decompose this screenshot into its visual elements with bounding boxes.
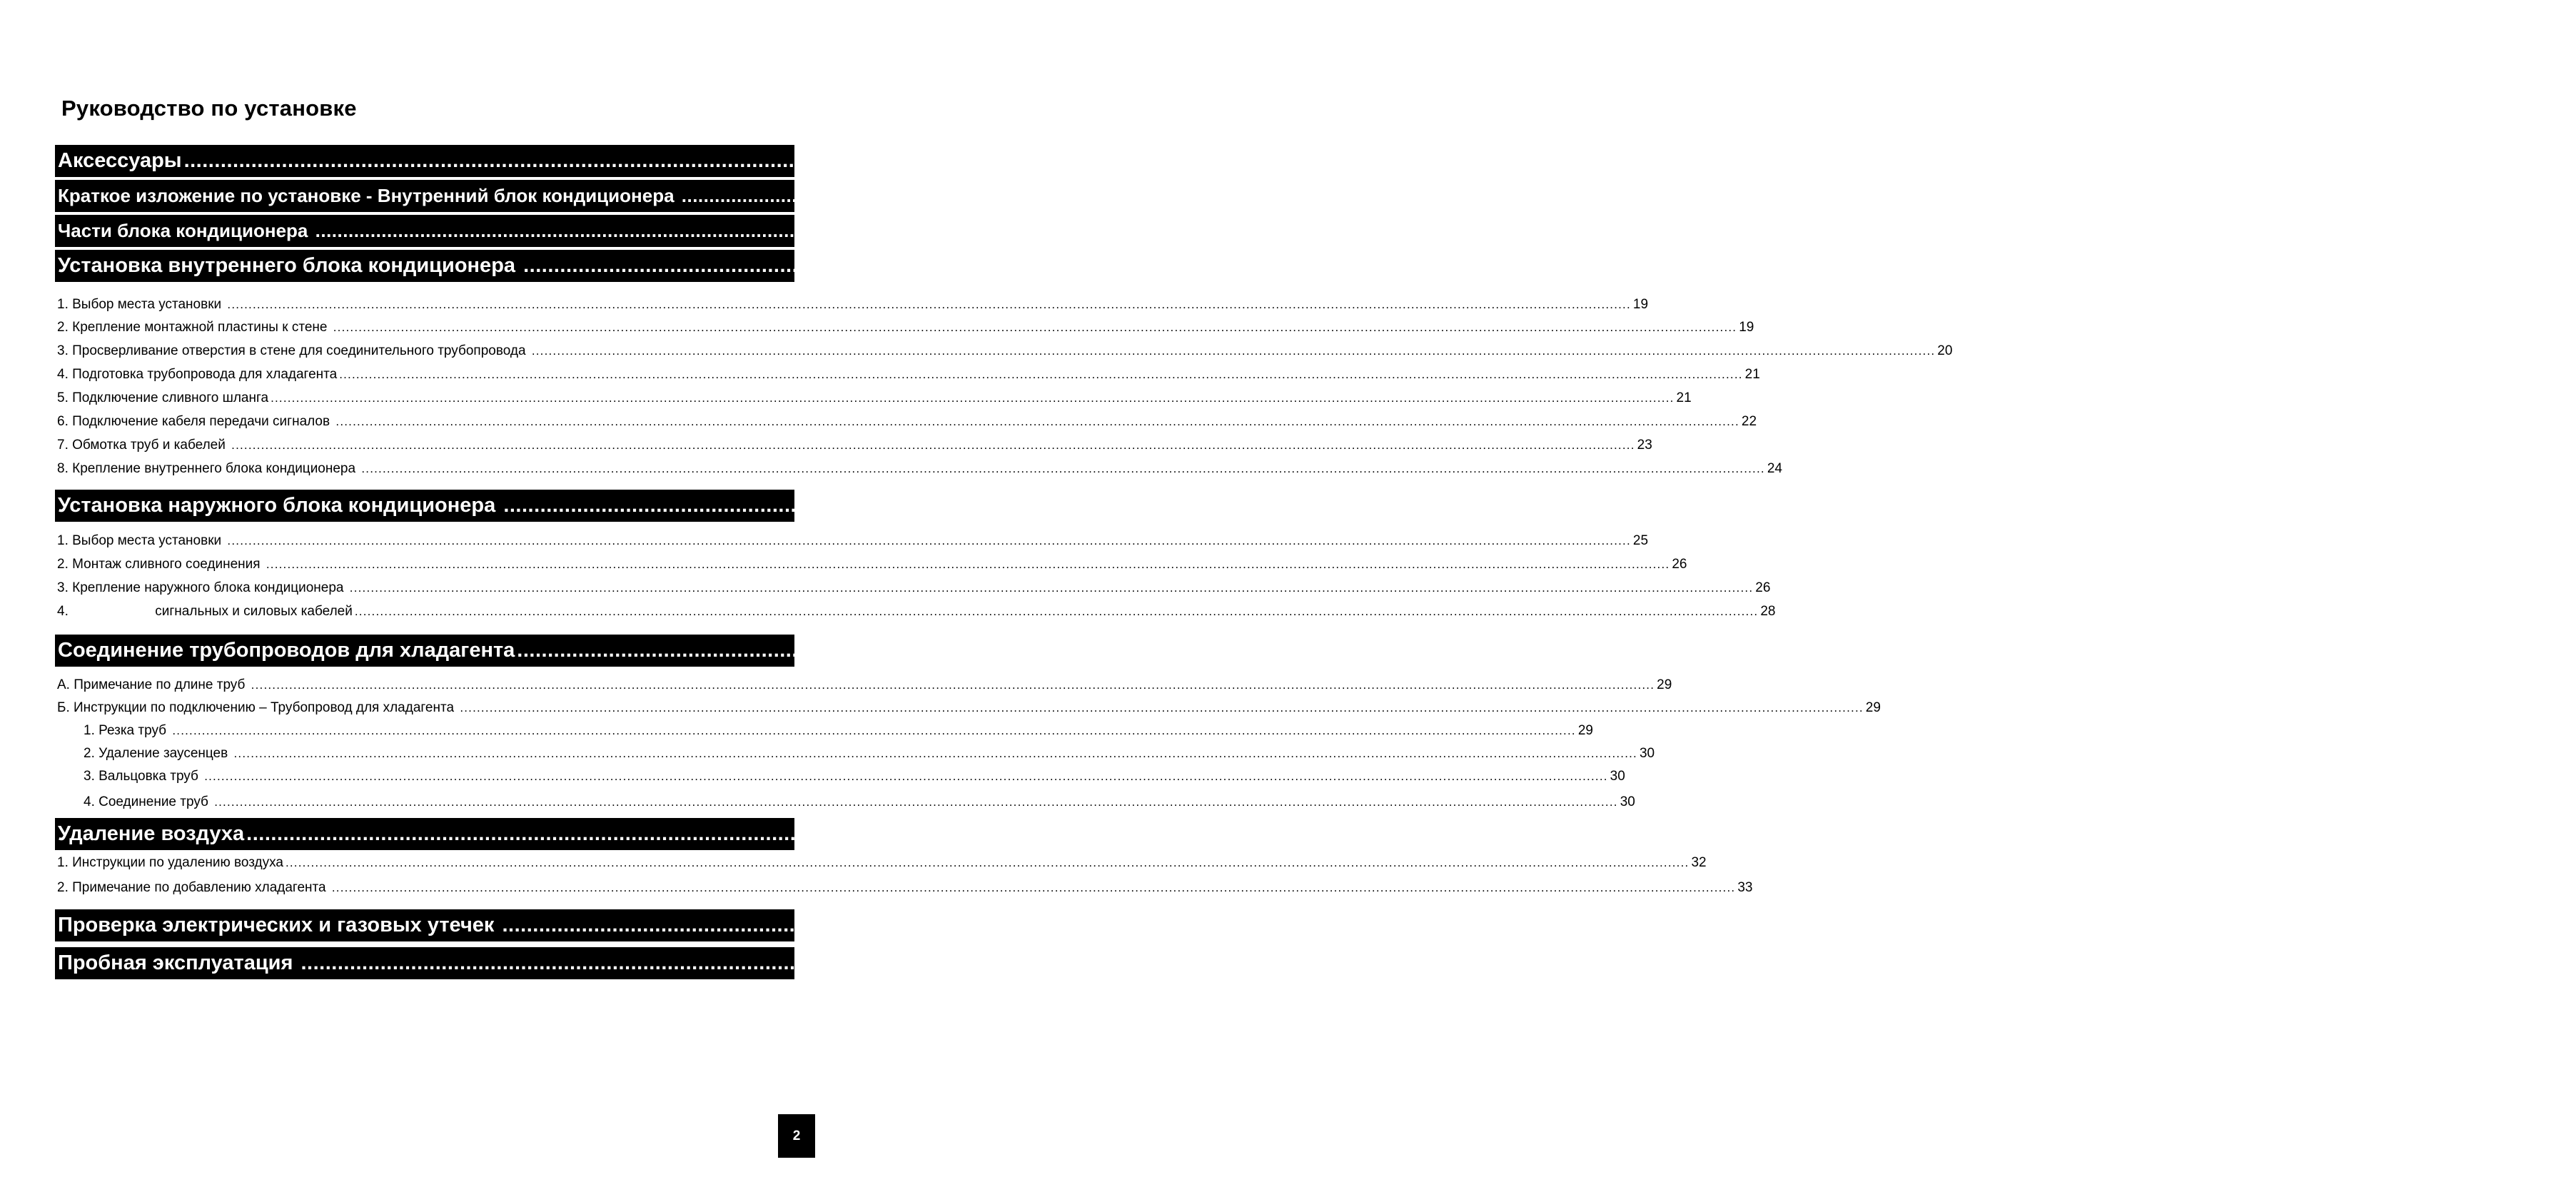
toc-section-summary[interactable] <box>55 180 2535 212</box>
dot-leader: ............................................................................................................................................................................................................................................................................................................................................ <box>502 914 2530 936</box>
dot-leader: ............................................................................................................................................................................................................................................................................................................................................ <box>503 494 2532 517</box>
toc-section-indoor[interactable] <box>55 250 2576 282</box>
dot-leader: ............................................................................................................................................................................................................................................................................................................................................ <box>460 701 1864 714</box>
dot-leader: ............................................................................................................................................................................................................................................................................................................................................ <box>331 881 1736 894</box>
toc-subitem[interactable] <box>84 744 1655 763</box>
dot-leader: ............................................................................................................................................................................................................................................................................................................................................ <box>231 438 1635 452</box>
dot-leader: ............................................................................................................................................................................................................................................................................................................................................ <box>227 534 1631 547</box>
item-page: 19 <box>1739 320 1754 335</box>
section-label: Краткое изложение по установке - Внутренний блок кондиционера <box>58 185 680 206</box>
section-label: Аксессуары <box>58 149 182 172</box>
section-label: Установка внутреннего блока кондиционера <box>58 254 522 277</box>
toc-section-parts[interactable] <box>55 215 2168 247</box>
item-label: 4. Подготовка трубопровода для хладагента <box>57 367 338 382</box>
dot-leader: ............................................................................................................................................................................................................................................................................................................................................ <box>251 678 1655 692</box>
item-label: 8. Крепление внутреннего блока кондиционера <box>57 461 360 476</box>
toc-item[interactable] <box>57 555 1687 574</box>
section-label: Пробная эксплуатация <box>58 951 299 974</box>
item-label: 2. Удаление заусенцев <box>84 746 232 761</box>
toc-item[interactable] <box>57 579 1771 597</box>
section-page: 17 <box>2514 185 2535 206</box>
item-label: 2. Монтаж сливного соединения <box>57 557 264 572</box>
item-label: 2. Примечание по добавлению хладагента <box>57 880 330 895</box>
item-label: 3. Вальцовка труб <box>84 769 203 784</box>
item-page: 29 <box>1865 700 1881 715</box>
item-page: 21 <box>1744 367 1760 382</box>
section-page: 25 <box>2533 494 2557 517</box>
section-label: Части блока кондиционера <box>58 220 313 241</box>
item-label: 3. Просверливание отверстия в стене для соединительного трубопровода <box>57 343 530 358</box>
dot-leader: ............................................................................................................................................................................................................................................................................................................................................ <box>361 462 1765 475</box>
item-label: Б. Инструкции по подключению – Трубопровод для хладагента <box>57 700 458 715</box>
item-page: 22 <box>1741 414 1757 429</box>
dot-leader: ............................................................................................................................................................................................................................................................................................................................................ <box>233 747 1637 760</box>
item-page: 30 <box>1620 794 1635 809</box>
page-title: Руководство по установке <box>61 96 357 121</box>
item-page: 30 <box>1610 769 1625 784</box>
item-page: 26 <box>1755 580 1771 595</box>
toc-subitem[interactable] <box>84 722 1593 740</box>
dot-leader: ............................................................................................................................................................................................................................................................................................................................................ <box>517 639 2545 662</box>
toc-item[interactable] <box>57 296 1649 314</box>
dot-leader: ............................................................................................................................................................................................................................................................................................................................................ <box>266 557 1670 571</box>
item-label: 2. Крепление монтажной пластины к стене <box>57 320 331 335</box>
item-page: 24 <box>1767 461 1782 476</box>
toc-item[interactable] <box>57 854 1707 872</box>
dot-leader: ............................................................................................................................................................................................................................................................................................................................................ <box>285 856 1689 869</box>
toc-item[interactable] <box>57 602 1776 621</box>
item-page: 23 <box>1637 438 1652 453</box>
toc-item[interactable] <box>57 413 1757 431</box>
item-label: 1. Выбор места установки <box>57 297 226 312</box>
dot-leader: ............................................................................................................................................................................................................................................................................................................................................ <box>354 605 1759 618</box>
item-page: 29 <box>1577 723 1593 738</box>
item-label: 6. Подключение кабеля передачи сигналов <box>57 414 334 429</box>
dot-leader: ............................................................................................................................................................................................................................................................................................................................................ <box>172 724 1576 737</box>
toc-section-leaks[interactable] <box>55 909 2555 941</box>
dot-leader: ............................................................................................................................................................................................................................................................................................................................................ <box>339 368 1743 381</box>
dot-leader: ............................................................................................................................................................................................................................................................................................................................................ <box>227 298 1631 311</box>
toc-subitem[interactable] <box>84 793 1635 812</box>
toc-item[interactable] <box>57 389 1692 408</box>
item-page: 30 <box>1639 746 1655 761</box>
section-page: 34 <box>2532 914 2555 936</box>
toc-item[interactable] <box>57 342 1953 360</box>
section-label: Установка наружного блока кондиционера <box>58 494 502 517</box>
dot-leader: ............................................................................................................................................................................................................................................................................................................................................ <box>349 581 1754 595</box>
item-page: 33 <box>1737 880 1753 895</box>
item-label: 1. Выбор места установки <box>57 533 226 548</box>
item-label: 1. Резка труб <box>84 723 171 738</box>
item-page: 32 <box>1691 855 1707 870</box>
item-page: 21 <box>1676 390 1692 405</box>
toc-item[interactable] <box>57 879 1753 897</box>
dot-leader: ............................................................................................................................................................................................................................................................................................................................................ <box>300 951 2329 974</box>
item-page: 19 <box>1632 297 1649 312</box>
section-page: 29 <box>2547 639 2570 662</box>
section-page: 35 <box>2330 951 2354 974</box>
dot-leader: ............................................................................................................................................................................................................................................................................................................................................ <box>681 185 2512 206</box>
item-page: 20 <box>1937 343 1953 358</box>
dot-leader: ............................................................................................................................................................................................................................................................................................................................................ <box>183 149 2212 172</box>
item-label: 5. Подключение сливного шланга <box>57 390 269 405</box>
toc-item[interactable] <box>57 460 1782 478</box>
section-label: Проверка электрических и газовых утечек <box>58 914 500 936</box>
section-label: Удаление воздуха <box>58 822 245 845</box>
item-label: 7. Обмотка труб и кабелей <box>57 438 230 453</box>
section-page: 19 <box>2553 254 2576 277</box>
item-label: 4. сигнальных и силовых кабелей <box>57 604 353 619</box>
dot-leader: ............................................................................................................................................................................................................................................................................................................................................ <box>271 391 1675 405</box>
dot-leader: ............................................................................................................................................................................................................................................................................................................................................ <box>523 254 2552 277</box>
dot-leader: ............................................................................................................................................................................................................................................................................................................................................ <box>214 795 1618 809</box>
toc-subitem[interactable] <box>84 767 1625 786</box>
toc-section-piping[interactable] <box>55 635 2570 667</box>
dot-leader: ............................................................................................................................................................................................................................................................................................................................................ <box>333 320 1737 334</box>
section-page: 18 <box>2147 220 2168 241</box>
toc-item[interactable] <box>57 436 1652 455</box>
item-label: 4. Соединение труб <box>84 794 213 809</box>
toc-item[interactable] <box>57 318 1754 337</box>
item-label: А. Примечание по длине труб <box>57 677 249 692</box>
page-number: 2 <box>778 1114 815 1158</box>
item-page: 29 <box>1657 677 1672 692</box>
item-page: 25 <box>1632 533 1649 548</box>
section-page: 32 <box>2276 822 2300 845</box>
dot-leader: ............................................................................................................................................................................................................................................................................................................................................ <box>531 344 1936 358</box>
item-page: 26 <box>1672 557 1687 572</box>
dot-leader: ............................................................................................................................................................................................................................................................................................................................................ <box>246 822 2275 845</box>
toc-section-air[interactable] <box>55 818 2300 850</box>
toc-item[interactable] <box>57 676 1672 695</box>
item-label: 1. Инструкции по удалению воздуха <box>57 855 283 870</box>
item-label: 3. Крепление наружного блока кондиционера <box>57 580 348 595</box>
dot-leader: ............................................................................................................................................................................................................................................................................................................................................ <box>315 220 2146 241</box>
toc-item[interactable] <box>57 699 1881 717</box>
toc-item[interactable] <box>57 365 1760 384</box>
dot-leader: ............................................................................................................................................................................................................................................................................................................................................ <box>204 769 1608 783</box>
section-label: Соединение трубопроводов для хладагента <box>58 639 515 662</box>
toc-section-accessories[interactable] <box>55 145 2237 177</box>
section-page: 16 <box>2213 149 2237 172</box>
item-page: 28 <box>1760 604 1776 619</box>
dot-leader: ............................................................................................................................................................................................................................................................................................................................................ <box>335 415 1739 428</box>
toc-item[interactable] <box>57 532 1649 550</box>
toc-section-test[interactable] <box>55 947 2354 979</box>
toc-section-outdoor[interactable] <box>55 490 2557 522</box>
